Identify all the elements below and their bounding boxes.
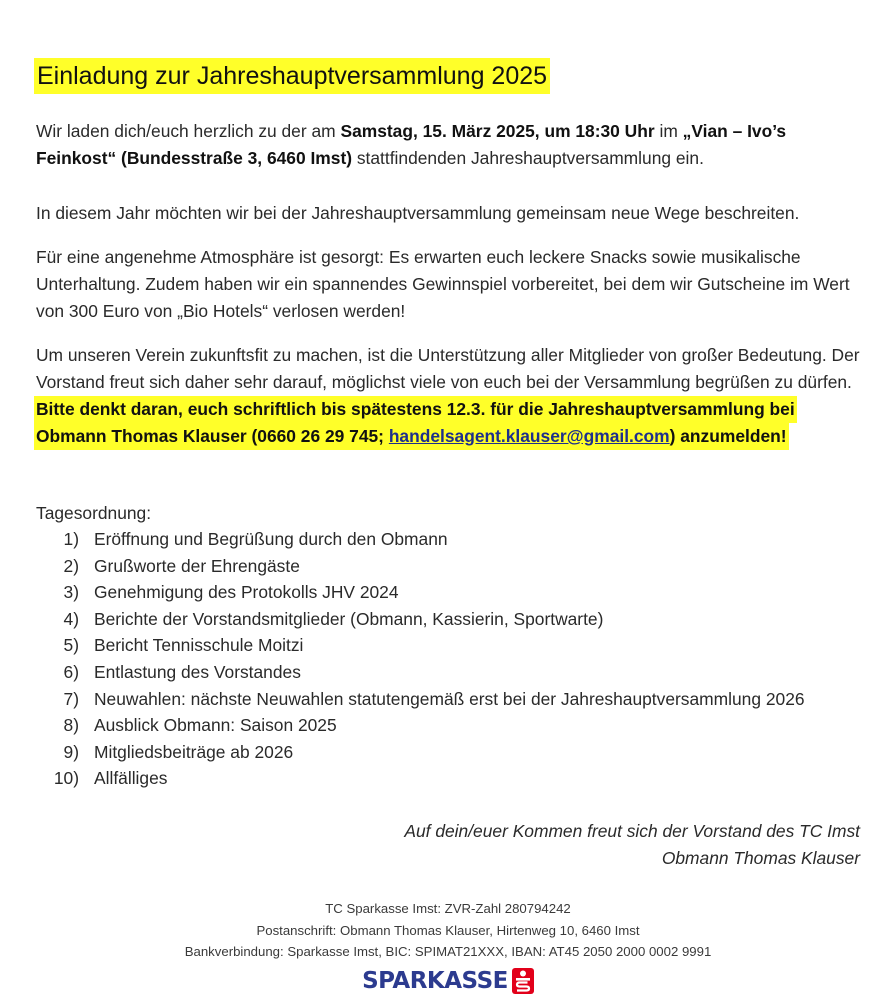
sparkasse-s-logo-icon (512, 968, 534, 994)
event-date: Samstag, 15. März 2025, um 18:30 Uhr (340, 121, 655, 141)
agenda-item-text: Bericht Tennisschule Moitzi (94, 635, 304, 656)
intro-paragraph (36, 118, 866, 172)
registration-contact: Obmann Thomas Klauser (0660 26 29 745; (36, 426, 389, 446)
agenda-item-number: 10) (53, 768, 79, 789)
intro-text-1: Wir laden dich/euch herzlich zu der am (36, 121, 341, 141)
closing-line: Auf dein/euer Kommen freut sich der Vorstand des TC Imst (404, 821, 860, 841)
agenda-item-text: Grußworte der Ehrengäste (94, 555, 300, 576)
registration-notice-line-1: Bitte denkt daran, euch schriftlich bis spätestens 12.3. für die Jahreshauptversammlung bei (34, 396, 797, 423)
sparkasse-logo (0, 963, 896, 999)
intro-text-2: im (654, 121, 683, 141)
footer (0, 898, 896, 963)
event-location: „Vian – Ivo’s Feinkost“ (Bundesstraße 3, 6460 Imst) (36, 121, 787, 168)
support-paragraph (36, 342, 866, 450)
agenda-item-number: 7) (63, 688, 79, 709)
registration-notice-line-2 (34, 423, 789, 450)
agenda-heading: Tagesordnung: (36, 503, 152, 523)
agenda-list (36, 526, 876, 792)
agenda-item (36, 553, 876, 580)
agenda-item-text: Allfälliges (94, 768, 168, 789)
agenda-item (36, 606, 876, 633)
document-title: Einladung zur Jahreshauptversammlung 2025 (34, 58, 550, 94)
agenda-item (36, 632, 876, 659)
agenda-item-number: 1) (63, 529, 79, 549)
agenda-item-number: 8) (63, 715, 79, 736)
agenda-item (36, 712, 876, 739)
agenda-item-text: Berichte der Vorstandsmitglieder (Obmann, Kassierin, Sportwarte) (94, 608, 604, 629)
agenda-item (36, 686, 876, 713)
agenda-item-number: 2) (63, 555, 79, 576)
footer-bank-details: Bankverbindung: Sparkasse Imst, BIC: SPIMAT21XXX, IBAN: AT45 2050 2000 0002 9991 (184, 944, 712, 959)
agenda-item-text: Ausblick Obmann: Saison 2025 (94, 715, 337, 736)
registration-deadline-text: ) anzumelden! (669, 426, 787, 446)
agenda-item (36, 739, 876, 766)
agenda-item-text: Neuwahlen: nächste Neuwahlen statutengemäß erst bei der Jahreshauptversammlung 2026 (94, 688, 805, 709)
agenda-item-text: Eröffnung und Begrüßung durch den Obmann (94, 529, 448, 549)
atmosphere-paragraph: Für eine angenehme Atmosphäre ist gesorgt: Es erwarten euch leckere Snacks sowie musikalische Unterhaltung. Zudem haben wir ein spannendes Gewinnspiel vorbereitet, bei dem wir Gutscheine im Wert von 300 Euro von „Bio Hotels“ verlosen werden! (36, 247, 850, 321)
agenda-item (36, 765, 876, 792)
closing-signature (404, 818, 860, 872)
support-text: Um unseren Verein zukunftsfit zu machen, ist die Unterstützung aller Mitglieder von großer Bedeutung. Der Vorstand freut sich daher sehr darauf, möglichst viele von euch bei der Versammlung begrüßen zu dürfen. (36, 345, 860, 392)
agenda-item-text: Genehmigung des Protokolls JHV 2024 (94, 582, 399, 603)
agenda-item (36, 659, 876, 686)
agenda-item-number: 4) (63, 608, 79, 629)
agenda-item (36, 579, 876, 606)
signatory-name: Obmann Thomas Klauser (661, 848, 860, 868)
agenda-item-number: 9) (63, 741, 79, 762)
footer-postal-address: Postanschrift: Obmann Thomas Klauser, Hirtenweg 10, 6460 Imst (256, 922, 640, 938)
agenda-item-text: Entlastung des Vorstandes (94, 661, 301, 682)
new-ways-paragraph: In diesem Jahr möchten wir bei der Jahreshauptversammlung gemeinsam neue Wege beschreiten. (36, 203, 800, 223)
agenda-item-text: Mitgliedsbeiträge ab 2026 (94, 741, 294, 762)
agenda-item (36, 526, 876, 553)
sparkasse-wordmark: SPARKASSE (362, 968, 508, 994)
email-link[interactable]: handelsagent.klauser@gmail.com (388, 426, 670, 446)
agenda-item-number: 6) (63, 661, 79, 682)
agenda-item-number: 3) (63, 582, 79, 603)
intro-text-3: stattfindenden Jahreshauptversammlung ein. (352, 148, 704, 168)
footer-club-registration: TC Sparkasse Imst: ZVR-Zahl 280794242 (325, 901, 571, 916)
agenda-item-number: 5) (63, 635, 79, 656)
